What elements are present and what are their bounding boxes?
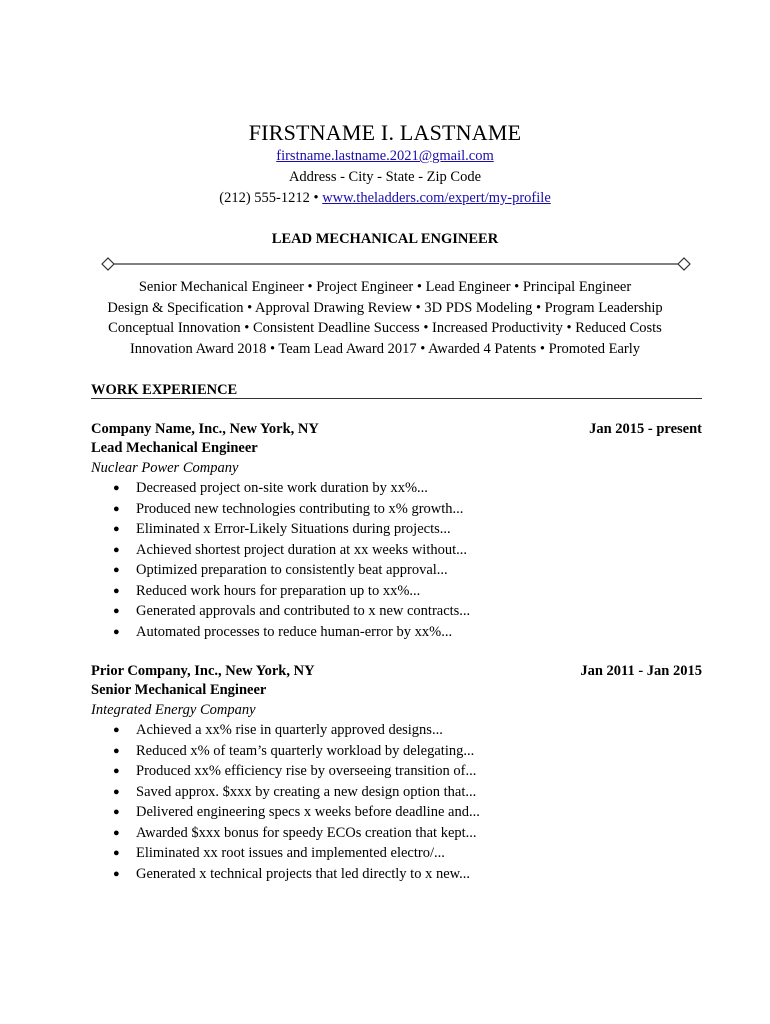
bullet-icon: ●: [113, 847, 120, 859]
phone-number: (212) 555-1212: [219, 190, 310, 206]
list-item: ● Produced new technologies contributing to x% growth...: [91, 499, 702, 520]
skills-line: Senior Mechanical Engineer • Project Engineer • Lead Engineer • Principal Engineer: [138, 279, 632, 295]
job-dates: Jan 2015 - present: [589, 421, 702, 437]
bullet-icon: ●: [113, 867, 120, 880]
diamond-divider: [101, 256, 691, 272]
bullet-icon: ●: [113, 785, 120, 798]
list-item: ● Awarded $xxx bonus for speedy ECOs creation that kept...: [91, 823, 702, 844]
headline-title: LEAD MECHANICAL ENGINEER: [271, 231, 499, 247]
bullet-icon: ●: [113, 502, 120, 515]
skills-line: Design & Specification • Approval Drawing Review • 3D PDS Modeling • Program Leadership: [107, 299, 663, 316]
bullet-icon: ●: [113, 482, 120, 494]
skills-line: Conceptual Innovation • Consistent Deadline Success • Increased Productivity • Reduced Costs: [108, 320, 662, 336]
section-title-work-experience: WORK EXPERIENCE: [91, 382, 238, 398]
address-line: Address - City - State - Zip Code: [288, 169, 482, 185]
bullet-icon: ●: [113, 765, 120, 777]
list-item: ● Generated x technical projects that led directly to x new...: [91, 864, 702, 885]
organization-type: Nuclear Power Company: [91, 460, 239, 476]
list-item: ● Saved approx. $xxx by creating a new design option that...: [91, 782, 702, 803]
job-entry: [91, 420, 702, 642]
skills-line: Innovation Award 2018 • Team Lead Award 2017 • Awarded 4 Patents • Promoted Early: [129, 340, 641, 357]
bullet-icon: ●: [113, 724, 120, 736]
list-item: ● Eliminated xx root issues and implemented electro/...: [91, 843, 702, 864]
bullet-icon: ●: [113, 543, 120, 556]
bullet-icon: ●: [113, 523, 120, 535]
bullet-icon: ●: [113, 564, 120, 576]
list-item: ● Decreased project on-site work duration by xx%...: [91, 478, 702, 499]
list-item: ● Eliminated x Error-Likely Situations during projects...: [91, 519, 702, 540]
job-entry: [91, 662, 702, 884]
job-title: Senior Mechanical Engineer: [91, 682, 267, 698]
list-item: ● Reduced x% of team’s quarterly workload by delegating...: [91, 741, 702, 762]
bullet-icon: ●: [113, 625, 120, 638]
bullet-icon: ●: [113, 744, 120, 757]
email-link[interactable]: firstname.lastname.2021@gmail.com: [276, 148, 494, 164]
bullet-icon: ●: [113, 806, 120, 818]
left-diamond-icon: [102, 258, 114, 270]
job-dates: Jan 2011 - Jan 2015: [580, 663, 702, 679]
list-item: ● Generated approvals and contributed to x new contracts...: [91, 601, 702, 622]
bullet-icon: ●: [113, 826, 120, 839]
list-item: ● Optimized preparation to consistently beat approval...: [91, 560, 702, 581]
achievements-list: [91, 720, 702, 884]
achievements-list: [91, 478, 702, 642]
list-item: ● Automated processes to reduce human-error by xx%...: [91, 622, 702, 643]
profile-link[interactable]: www.theladders.com/expert/my-profile: [322, 190, 551, 206]
list-item: ● Produced xx% efficiency rise by overseeing transition of...: [91, 761, 702, 782]
company-name: Company Name, Inc., New York, NY: [91, 421, 319, 437]
phone-line: [0, 189, 770, 207]
bullet-icon: ●: [113, 584, 120, 597]
bullet-icon: ●: [113, 605, 120, 617]
job-title: Lead Mechanical Engineer: [91, 440, 258, 456]
job-header: [91, 420, 702, 439]
company-name: Prior Company, Inc., New York, NY: [91, 663, 315, 679]
list-item: ● Achieved a xx% rise in quarterly approved designs...: [91, 720, 702, 741]
list-item: ● Achieved shortest project duration at xx weeks without...: [91, 540, 702, 561]
organization-type: Integrated Energy Company: [91, 702, 256, 718]
candidate-name: FIRSTNAME I. LASTNAME: [248, 120, 522, 145]
list-item: ● Delivered engineering specs x weeks before deadline and...: [91, 802, 702, 823]
job-header: [91, 662, 702, 681]
section-divider: [91, 398, 702, 399]
skills-summary: [0, 277, 770, 359]
email-line: [0, 147, 770, 165]
separator-bullet: •: [309, 190, 323, 206]
list-item: ● Reduced work hours for preparation up to xx%...: [91, 581, 702, 602]
right-diamond-icon: [678, 258, 690, 270]
